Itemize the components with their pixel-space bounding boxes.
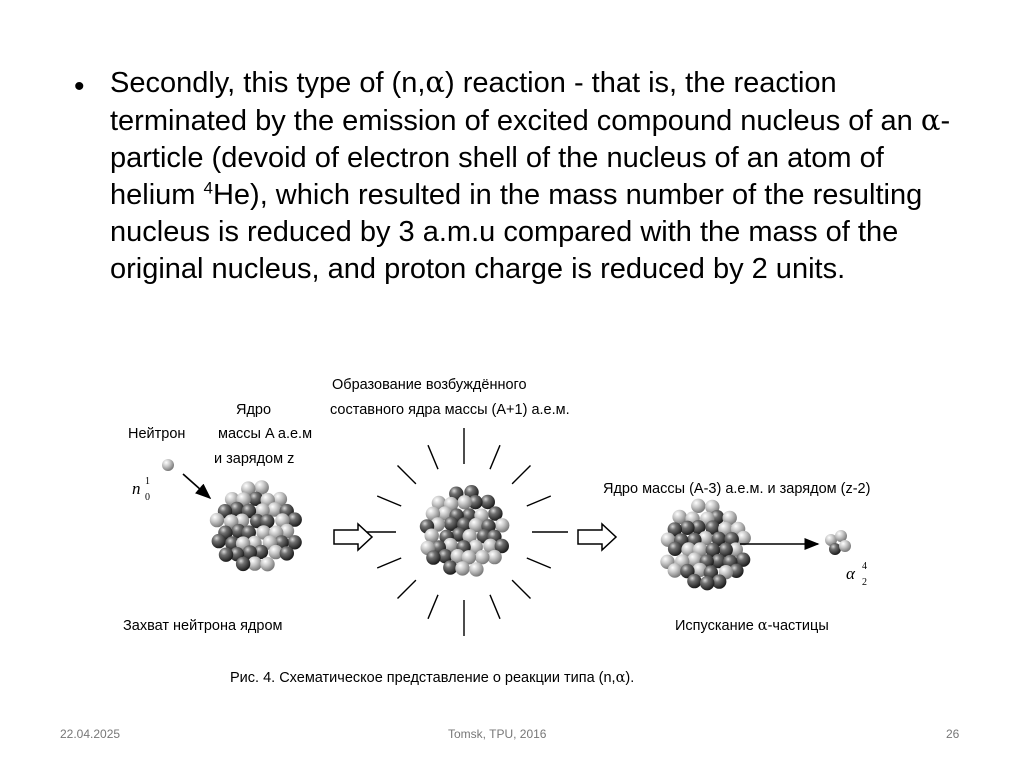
footer-page-number: 26 — [946, 727, 960, 741]
mass-superscript: 4 — [203, 178, 213, 198]
neutron-charge-number: 0 — [145, 492, 150, 503]
neutron-particle — [162, 459, 174, 471]
nucleus-mass-label: массы A а.е.м — [218, 426, 313, 442]
nucleon — [210, 513, 224, 527]
excitation-ray — [527, 558, 551, 568]
nucleon — [700, 576, 714, 590]
nucleon — [469, 562, 483, 576]
nucleon — [236, 557, 250, 571]
bullet-text-part: Secondly, this type of (n, — [110, 67, 426, 99]
caption-part: Рис. 4. Схематическое представление о реакции типа (n, — [230, 670, 616, 686]
alpha-particle-cluster — [825, 530, 851, 555]
nucleon — [668, 542, 682, 556]
capture-arrow — [183, 474, 210, 498]
excitation-ray — [377, 496, 401, 506]
excitation-ray — [428, 445, 438, 469]
alpha-charge-number: 2 — [862, 577, 867, 588]
compound-label-line1: Образование возбуждённого — [332, 377, 527, 393]
transition-arrow-2 — [578, 524, 616, 550]
compound-label-line2: составного ядра массы (A+1) а.е.м. — [330, 402, 570, 418]
nucleon — [219, 548, 233, 562]
nucleon — [455, 561, 469, 575]
neutron-mass-number: 1 — [145, 476, 150, 487]
bullet-text-part: He), which resulted in the mass number of the resulting nucleus is reduced by 3 a.m.u compared with the mass of the original nucleus, and proton charge is reduced by 2 units. — [110, 179, 923, 285]
excitation-ray — [398, 580, 416, 598]
nucleon — [260, 557, 274, 571]
nucleon — [691, 499, 705, 513]
alpha-symbol: α — [757, 618, 768, 634]
nucleon — [668, 563, 682, 577]
excitation-ray — [490, 445, 500, 469]
emission-label-part: Испускание — [675, 618, 758, 634]
emission-label — [675, 617, 829, 635]
alpha-symbol: α — [425, 65, 445, 99]
footer-date: 22.04.2025 — [60, 727, 121, 741]
nucleon — [475, 550, 489, 564]
residual-nucleus-label: Ядро массы (A-3) а.е.м. и зарядом (z-2) — [603, 481, 871, 497]
alpha-symbol: α — [615, 670, 626, 686]
excitation-ray — [527, 496, 551, 506]
excitation-ray — [398, 466, 416, 484]
nucleus-title-label: Ядро — [236, 402, 272, 418]
excitation-ray — [512, 466, 530, 484]
initial-nucleus — [210, 480, 302, 571]
residual-nucleus — [660, 499, 751, 591]
excitation-ray — [377, 558, 401, 568]
nucleon — [457, 495, 471, 509]
nucleon — [680, 521, 694, 535]
transition-arrow-1 — [334, 524, 372, 550]
footer-center: Tomsk, TPU, 2016 — [448, 727, 547, 741]
nucleon — [212, 534, 226, 548]
alpha-mass-number: 4 — [862, 561, 867, 572]
bullet-dot: • — [74, 70, 85, 103]
alpha-nucleon — [839, 540, 851, 552]
nucleus-charge-label: и зарядом z — [214, 451, 295, 467]
alpha-symbol-label: α — [846, 564, 855, 583]
bullet-text-part: ) reaction - that is, the reaction terminated by the emission of excited compound nucleus of an — [110, 67, 921, 137]
alpha-symbol: α — [920, 103, 941, 137]
nucleon — [426, 550, 440, 564]
figure-caption — [230, 669, 634, 687]
nucleon — [280, 546, 294, 560]
bullet-text-part: -particle (devoid of electron shell of the nucleus of an atom of helium — [110, 105, 951, 211]
excitation-ray — [512, 580, 530, 598]
compound-nucleus — [420, 485, 510, 577]
neutron-symbol: n — [132, 479, 141, 498]
caption-part: ). — [625, 670, 635, 686]
neutron-label: Нейтрон — [128, 426, 186, 442]
nucleon — [443, 560, 457, 574]
nucleon — [487, 550, 501, 564]
emission-label-part: -частицы — [767, 618, 829, 634]
nucleon — [687, 574, 701, 588]
excitation-ray — [490, 595, 500, 619]
capture-label: Захват нейтрона ядром — [123, 618, 283, 634]
excitation-ray — [428, 595, 438, 619]
